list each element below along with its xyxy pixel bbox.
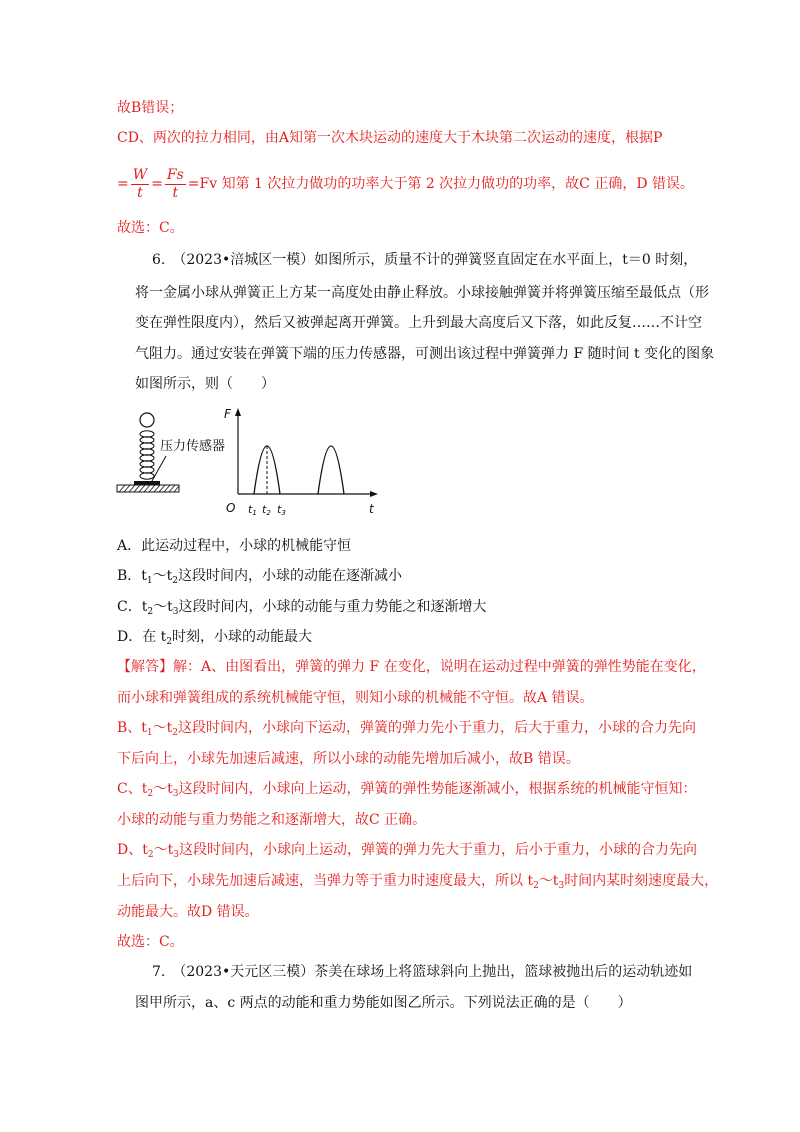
answer-a-line-1: 【解答】解：A、由图看出，弹簧的弹力 F 在变化，说明在运动过程中弹簧的弹性势能在变化， <box>117 659 706 675</box>
answer-b-line-2: 下后向上，小球先加速后减速，所以小球的动能先增加后减小，故B 错误。 <box>117 751 580 767</box>
tick-t3: t3 <box>277 503 286 517</box>
spring-icon <box>140 431 154 479</box>
prev-answer-formula-line <box>117 160 694 208</box>
force-curve-hump-2 <box>318 446 344 494</box>
answer-d-line-1: D、$t_2\sim t_3$这段时间内，小球向上运动，弹簧的弹力先大于重力，后小于重力，小球的合力先向 <box>117 842 697 860</box>
formula-eq1: = <box>117 176 129 192</box>
sensor-plate <box>134 481 160 485</box>
origin-label: O <box>226 501 236 515</box>
q7-stem-line-2: 图甲所示，a、c 两点的动能和重力势能如图乙所示。下列说法正确的是（ ） <box>135 995 632 1011</box>
axis-y-label: F <box>224 407 231 421</box>
formula-eq2: = <box>151 176 163 192</box>
axis-x-label: t <box>369 502 374 516</box>
tick-t1: t1 <box>248 503 257 517</box>
sensor-label: 压力传感器 <box>160 439 226 454</box>
answer-c-line-1: C、$t_2\sim t_3$这段时间内，小球向上运动，弹簧的弹性势能逐渐减小，根据系统的机械能守恒知： <box>117 781 697 799</box>
option-a: A．此运动过程中，小球的机械能守恒 <box>117 538 352 554</box>
prev-answer-choose: 故选：C。 <box>117 220 184 236</box>
prev-answer-b-line: 故B错误； <box>117 100 184 116</box>
q6-stem-line-2: 将一金属小球从弹簧正上方某一高度处由静止释放。小球接触弹簧并将弹簧压缩至最低点（形 <box>135 285 709 301</box>
answer-c-line-2: 小球的动能与重力势能之和逐渐增大，故C 正确。 <box>117 812 427 828</box>
option-c: C．$t_2\sim t_3$这段时间内，小球的动能与重力势能之和逐渐增大 <box>117 599 487 617</box>
q6-stem-line-5: 如图所示，则（ ） <box>135 376 275 392</box>
tick-t2: t2 <box>262 503 271 517</box>
sensor-pointer-line <box>152 456 166 481</box>
formula-rest: =Fv 知第 1 次拉力做功的功率大于第 2 次拉力做功的功率，故C 正确，D 错误。 <box>187 176 695 192</box>
answer-d-line-3: 动能最大。故D 错误。 <box>117 904 259 920</box>
answer-d-line-2: 上后向下，小球先加速后减速，当弹力等于重力时速度最大，所以 $t_2\sim t_3$时间内某时刻速度最大， <box>117 873 719 891</box>
x-axis-arrow <box>370 491 378 497</box>
prev-answer-cd-line: CD、两次的拉力相同，由A知第一次木块运动的速度大于木块第二次运动的速度，根据P <box>117 130 663 146</box>
q6-figure <box>112 404 392 522</box>
formula-fraction-fs-t: $\frac{Fs}{t}$ <box>166 166 184 201</box>
option-d: D．在 $t_2$时刻，小球的动能最大 <box>117 629 313 647</box>
y-axis-arrow <box>235 408 241 416</box>
answer-b-line-1: B、$t_1\sim t_2$这段时间内，小球向下运动，弹簧的弹力先小于重力，后大于重力，小球的合力先向 <box>117 720 697 738</box>
q6-stem-line-3: 变在弹性限度内），然后又被弹起离开弹簧。上升到最大高度后又下落，如此反复……不计空 <box>135 315 702 331</box>
answer-a-line-2: 而小球和弹簧组成的系统机械能守恒，则知小球的机械能不守恒。故A 错误。 <box>117 690 594 706</box>
q6-stem-line-4: 气阻力。通过安装在弹簧下端的压力传感器，可测出该过程中弹簧弹力 F 随时间 t 变化的图象 <box>135 346 715 362</box>
ball-icon <box>140 413 154 427</box>
answer-tag: 【解答】 <box>117 659 173 675</box>
formula-fraction-w-t: $\frac{W}{t}$ <box>132 166 148 201</box>
q7-stem-line-1: 7. （2023•天元区三模）茶美在球场上将篮球斜向上抛出，篮球被抛出后的运动轨迹如 <box>152 964 693 980</box>
option-b: B．$t_1\sim t_2$这段时间内，小球的动能在逐渐减小 <box>117 568 403 586</box>
ground-hatch <box>117 485 179 492</box>
answer-choose: 故选：C。 <box>117 934 184 950</box>
q6-stem-line-1: 6. （2023•涪城区一模）如图所示，质量不计的弹簧竖直固定在水平面上，t＝0 时刻， <box>152 252 698 268</box>
